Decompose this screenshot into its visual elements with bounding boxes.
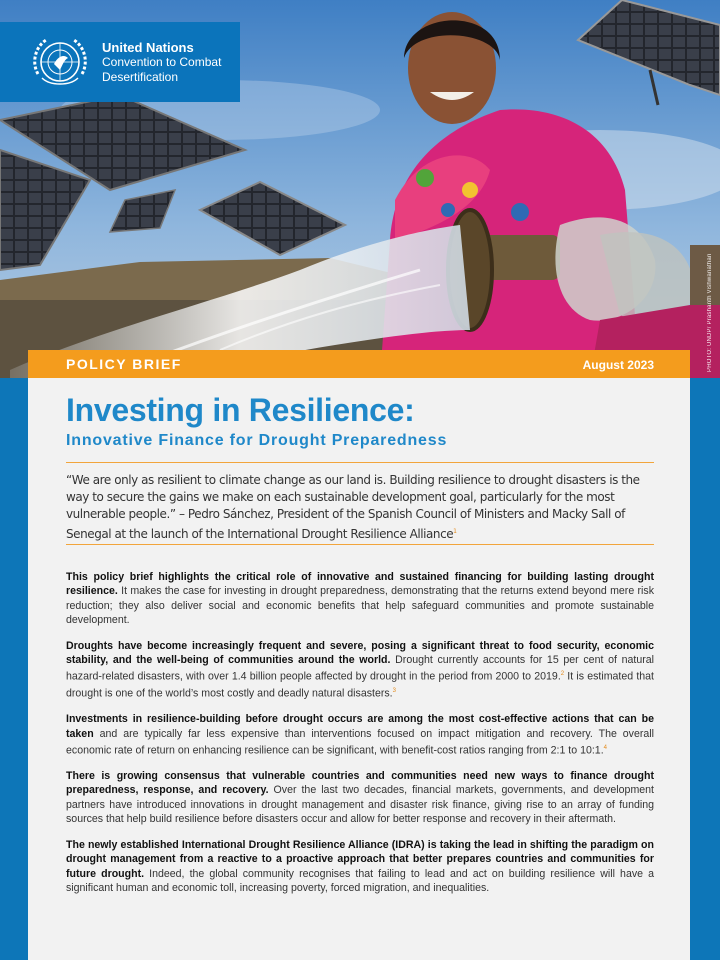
policy-brief-bar — [28, 350, 690, 378]
quote-text: “We are only as resilient to climate change as our land is. Building resilience to drought disasters is the way to secure the gains we make on each sustainable development goal, particularly for the most vulnerable people.” — [66, 473, 640, 521]
paragraph-text: and are typically far less expensive than interventions focused on impact mitigation and recovery. The overall economic rate of return on enhancing resilience can be significant, with benefit-cost ratios ranging from 2:1 to 10:1. — [66, 727, 654, 757]
paragraph-5 — [66, 838, 654, 896]
page-subtitle: Innovative Finance for Drought Preparedness — [66, 432, 448, 449]
paragraph-lead: Investments in resilience-building before drought occurs are among the most cost-effective actions that can be taken — [66, 713, 654, 740]
paragraph-lead: Droughts have become increasingly frequent and severe, posing a significant threat to food security, economic stability, and the well-being of communities around the world. — [66, 639, 654, 667]
footnote-marker: 4 — [603, 745, 607, 752]
brief-panel — [28, 350, 690, 960]
body-text — [66, 570, 654, 906]
un-logo-block — [0, 22, 240, 102]
paragraph-text: It is estimated that drought is one of the world’s most costly and deadly natural disasters. — [66, 670, 654, 700]
paragraph-lead: There is growing consensus that vulnerable countries and communities need new ways to finance drought preparedness, response, and recovery. — [66, 770, 654, 797]
paragraph-1 — [66, 570, 654, 628]
paragraph-text: Indeed, the global community recognises that failing to lead and act on building resilience will have a significant human and economic toll, increasing poverty, forced migration, and inequalities. — [66, 867, 655, 894]
footnote-marker: 3 — [392, 688, 396, 695]
logo-line-2: Convention to Combat — [102, 54, 222, 69]
policy-brief-label: POLICY BRIEF — [66, 356, 182, 372]
logo-line-3: Desertification — [102, 69, 179, 84]
footnote-marker: 1 — [453, 528, 457, 535]
bottom-divider — [66, 544, 654, 545]
paragraph-text: Drought currently accounts for 15 per cent of natural hazard-related disasters, with over 1.4 billion people affected by drought in the period from 2000 to 2019. — [66, 654, 654, 683]
quote-attribution: – Pedro Sánchez, President of the Spanish Council of Ministers and Macky Sall of Senegal at the launch of the International Drought Resilience Alliance — [66, 507, 625, 541]
un-emblem-icon — [28, 30, 92, 94]
quote-block — [66, 472, 658, 543]
photo-credit: PHOTO: UNDP/ Prashanth Vishwanathan — [707, 253, 713, 372]
footnote-marker: 2 — [560, 671, 565, 678]
page-title: Investing in Resilience: — [66, 392, 415, 428]
paragraph-lead: The newly established International Drought Resilience Alliance (IDRA) is taking the lead in shifting the paradigm on drought management from a reactive to a proactive approach that better prepares countries and communities for future drought. — [66, 838, 654, 880]
paragraph-text: Over the last two decades, financial markets, governments, and development partners have introduced innovations in drought management and disaster risk finance, giving rise to an array of funding sources that help build resilience before disasters occur and allow for better response and recovery in their aftermath. — [66, 784, 655, 826]
paragraph-text: It makes the case for investing in drought preparedness, demonstrating that the returns extend beyond mere risk reduction; they also deliver social and economic benefits that help safeguard communities and promote sustainable development. — [66, 585, 654, 627]
paragraph-4 — [66, 769, 654, 827]
paragraph-2 — [66, 639, 654, 702]
top-divider — [66, 462, 654, 463]
publication-date: August 2023 — [582, 358, 654, 372]
paragraph-lead: This policy brief highlights the critical role of innovative and sustained financing for building lasting drought resilience. — [66, 571, 654, 598]
logo-line-1: United Nations — [102, 39, 194, 55]
paragraph-3 — [66, 712, 654, 758]
